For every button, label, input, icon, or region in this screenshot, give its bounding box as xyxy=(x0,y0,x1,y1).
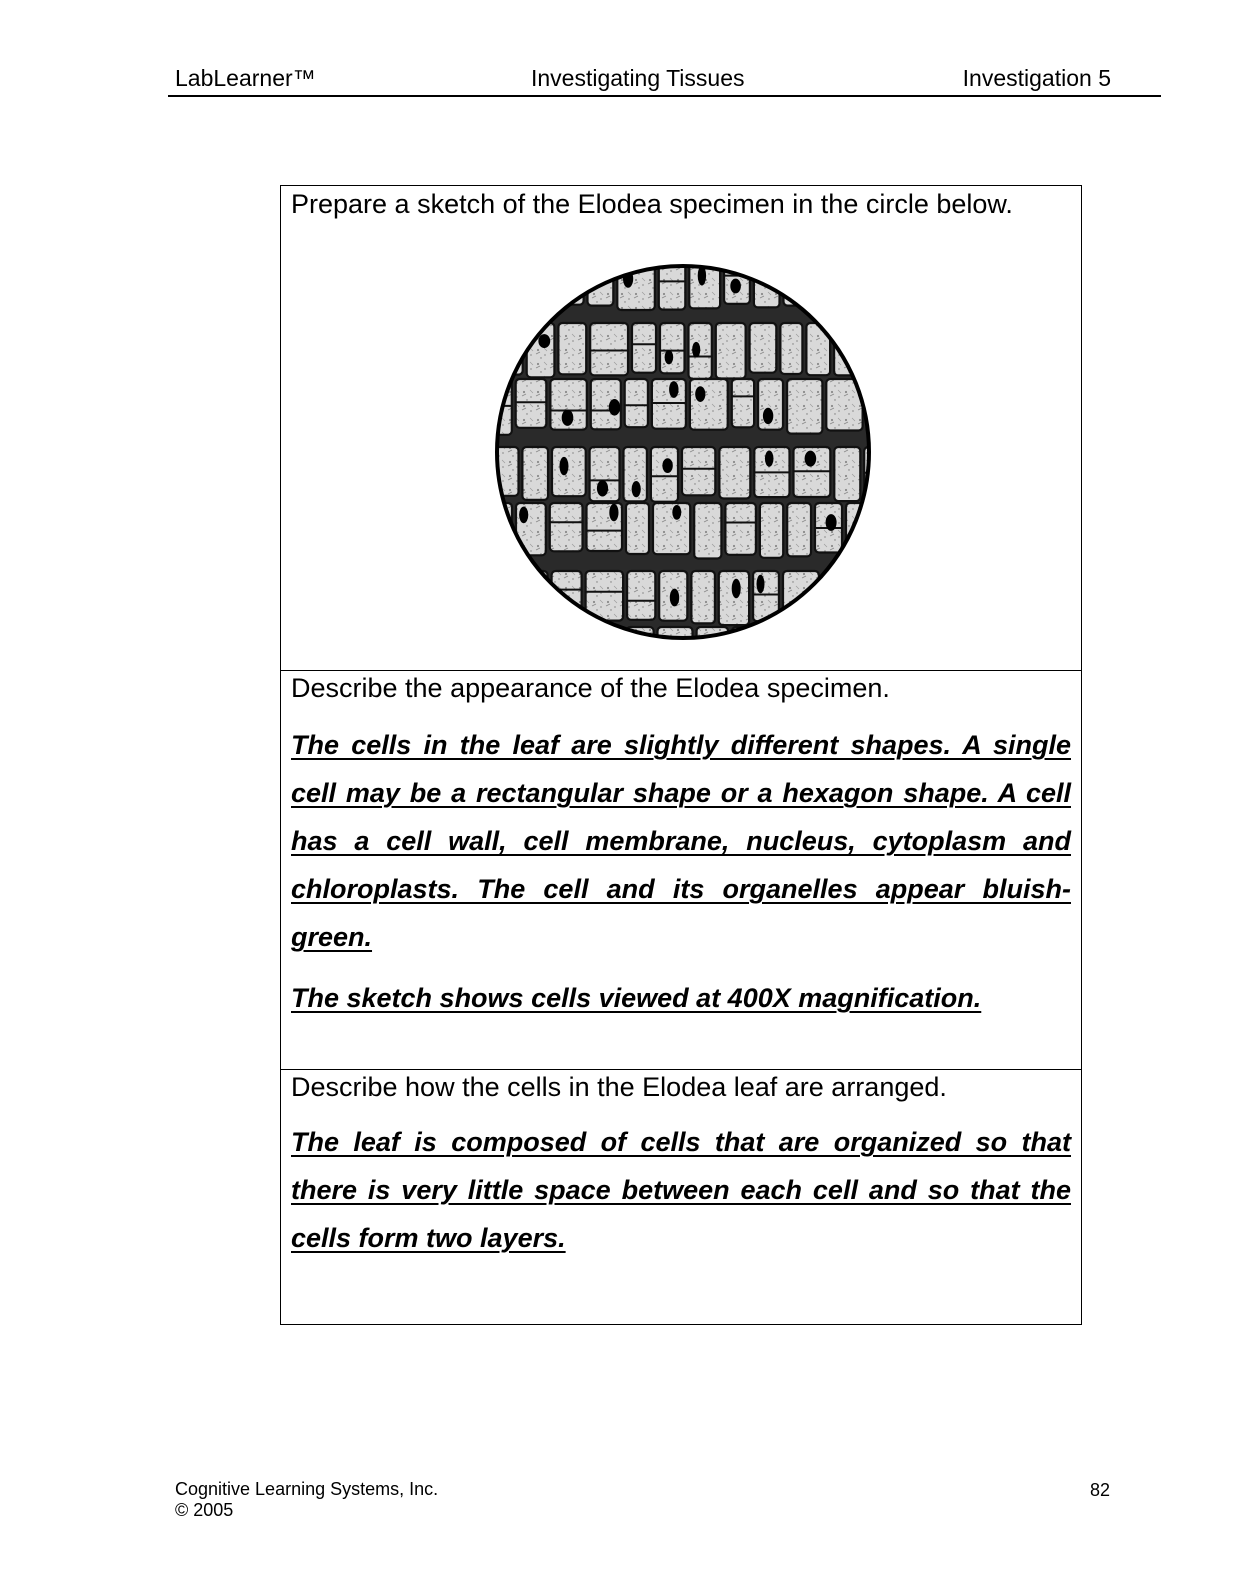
plant-cell xyxy=(787,503,811,556)
plant-cell xyxy=(823,571,848,625)
plant-cell xyxy=(816,262,845,307)
cell-nucleus xyxy=(632,481,641,497)
cell-nucleus xyxy=(730,279,741,294)
plant-cell xyxy=(529,627,556,642)
plant-cell xyxy=(760,503,783,558)
plant-cell xyxy=(493,627,525,642)
page-header xyxy=(168,64,1161,97)
plant-cell xyxy=(552,447,586,496)
plant-cell xyxy=(872,323,873,372)
plant-cell xyxy=(750,323,777,373)
plant-cell xyxy=(826,627,853,642)
cell-nucleus xyxy=(672,505,681,520)
arrangement-prompt: Describe how the cells in the Elodea leaf are arranged. xyxy=(291,1072,947,1102)
cell-nucleus xyxy=(519,507,528,524)
cell-nucleus xyxy=(825,270,834,285)
magnification-answer: The sketch shows cells viewed at 400X magnification. xyxy=(291,983,982,1013)
plant-cell xyxy=(834,447,860,501)
cell-nucleus xyxy=(596,262,604,279)
plant-cell xyxy=(632,323,656,373)
plant-cell xyxy=(558,323,586,374)
header-brand: LabLearner™ xyxy=(175,65,316,91)
plant-cell xyxy=(719,447,750,499)
plant-cell xyxy=(780,323,802,374)
cell-nucleus xyxy=(692,342,700,358)
plant-cell xyxy=(857,627,873,642)
page-number: 82 xyxy=(1090,1480,1111,1500)
plant-cell xyxy=(653,503,690,554)
sketch-section xyxy=(281,186,1081,671)
plant-cell xyxy=(682,447,715,495)
plant-cell xyxy=(590,323,628,375)
cell-nucleus xyxy=(852,345,861,361)
plant-cell xyxy=(625,379,648,427)
footer-copyright: © 2005 xyxy=(175,1500,234,1520)
plant-cell xyxy=(787,379,822,434)
plant-cell xyxy=(725,503,756,555)
cell-nucleus xyxy=(562,410,574,426)
cell-nucleus xyxy=(560,457,569,475)
plant-cell xyxy=(651,447,678,502)
plant-cell xyxy=(560,627,593,642)
appearance-prompt: Describe the appearance of the Elodea specimen. xyxy=(291,673,890,703)
cell-nucleus xyxy=(538,334,550,348)
plant-cell xyxy=(797,627,821,642)
plant-cell xyxy=(597,627,623,642)
cell-nucleus xyxy=(597,480,608,496)
cell-nucleus xyxy=(630,639,641,642)
cell-nucleus xyxy=(609,504,618,522)
plant-cell xyxy=(493,571,522,627)
plant-cell xyxy=(493,262,519,310)
plant-cell xyxy=(550,503,583,551)
plant-cell xyxy=(522,447,548,500)
cell-nucleus xyxy=(695,386,705,402)
cell-nucleus xyxy=(757,575,765,593)
cell-nucleus xyxy=(662,458,672,473)
appearance-answer: The cells in the leaf are slightly different shapes. A single cell may be a rectangular shape or a hexagon shape. A cell has a cell wall, cell membrane, nucleus, cytoplasm and chloroplasts. The cell and its organelles appear bluish-green. xyxy=(291,730,1071,952)
cell-nucleus xyxy=(805,451,817,467)
cell-nucleus xyxy=(670,589,679,607)
cell-nucleus xyxy=(826,514,837,531)
cell-nucleus xyxy=(669,381,678,398)
plant-cell xyxy=(716,323,746,379)
cell-nucleus xyxy=(732,579,741,599)
plant-cell xyxy=(626,503,649,554)
cell-nucleus xyxy=(609,399,620,416)
plant-cell xyxy=(852,571,873,623)
arrangement-answer: The leaf is composed of cells that are organized so that there is very little space between each cell and so that the cells form two layers. xyxy=(291,1127,1071,1253)
plant-cell xyxy=(690,379,728,430)
plant-cell xyxy=(523,262,553,310)
cell-nucleus xyxy=(868,288,873,307)
plant-cell xyxy=(659,262,686,310)
cell-nucleus xyxy=(665,350,674,364)
footer-company: Cognitive Learning Systems, Inc. xyxy=(175,1479,439,1499)
plant-cell xyxy=(732,379,754,427)
cell-nucleus xyxy=(765,451,774,467)
cell-nucleus xyxy=(497,521,505,535)
plant-cell xyxy=(694,503,721,559)
header-investigation: Investigation 5 xyxy=(962,65,1111,91)
sketch-prompt: Prepare a sketch of the Elodea specimen in the circle below. xyxy=(291,189,1013,219)
worksheet-table xyxy=(280,185,1082,1325)
plant-cell xyxy=(691,571,715,623)
plant-cell xyxy=(493,503,512,555)
header-title: Investigating Tissues xyxy=(531,65,745,91)
arrangement-section xyxy=(281,1070,1081,1324)
cell-nucleus xyxy=(763,408,773,424)
plant-cell xyxy=(766,627,794,642)
plant-cell xyxy=(719,571,749,625)
plant-cell xyxy=(516,379,547,428)
plant-cell xyxy=(849,262,873,310)
plant-cell xyxy=(660,323,685,373)
elodea-sketch xyxy=(493,262,873,642)
plant-cell xyxy=(627,571,655,620)
appearance-section xyxy=(281,671,1081,1070)
